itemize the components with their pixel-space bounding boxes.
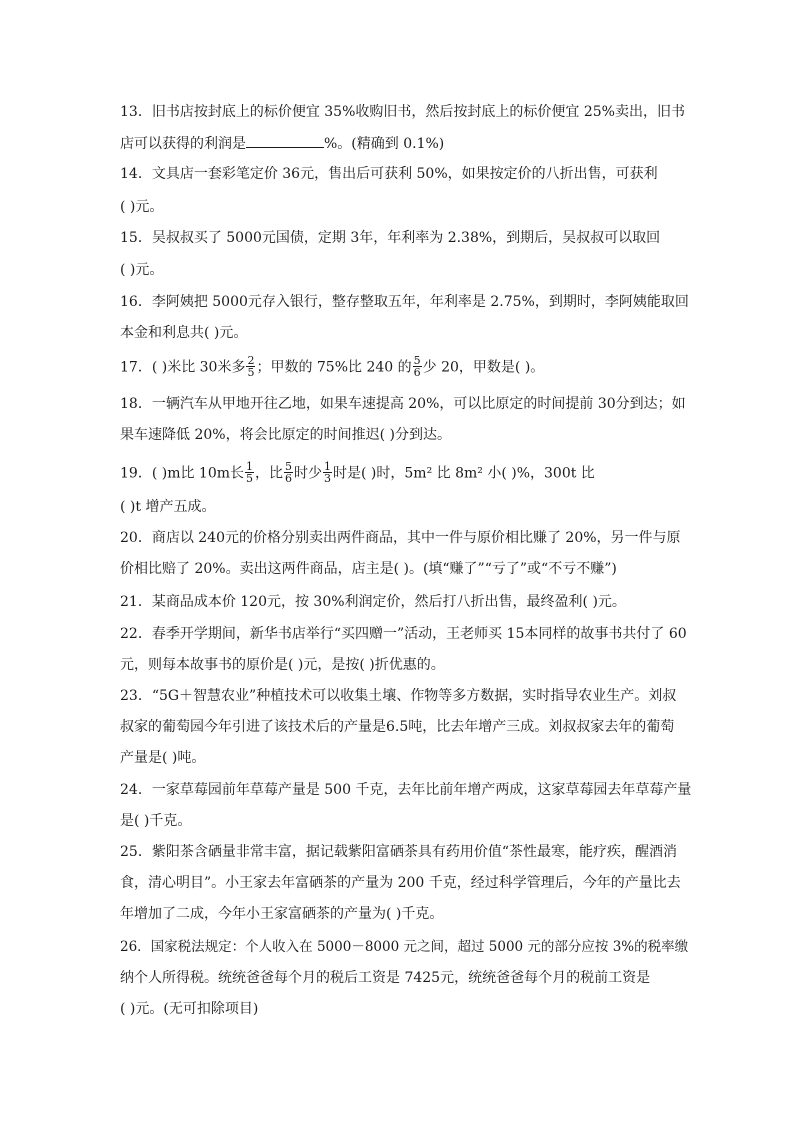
q17-text-3: 少 20，甲数是( )。 (422, 359, 545, 376)
q24-line-2[interactable]: 是( )千克。 (120, 813, 192, 829)
q13-text-b: %。(精确到 0.1%) (324, 136, 445, 152)
q13-line-2 (120, 133, 444, 154)
q22-line-2[interactable]: 元，则每本故事书的原价是( )元，是按( )折优惠的。 (120, 657, 445, 673)
q16-line-1: 16．李阿姨把 5000元存入银行，整存整取五年，年利率是 2.75%，到期时，李阿姨能取回 (120, 294, 689, 310)
q13-line-1: 13．旧书店按封底上的标价便宜 35%收购旧书，然后按封底上的标价便宜 25%卖出，旧书 (120, 104, 685, 120)
q19-text-2: ，比 (255, 465, 284, 482)
q17-text-1: 17．( )米比 30米多 (120, 359, 246, 376)
q17-fraction-2: $\frac{5}{6}$ (413, 354, 421, 379)
q23-line-3[interactable]: 产量是( )吨。 (120, 750, 206, 766)
q19-fraction-3: $\frac{1}{3}$ (324, 460, 332, 485)
q14-line-1: 14．文具店一套彩笔定价 36元，售出后可获利 50%，如果按定价的八折出售，可获利 (120, 166, 658, 182)
q25-line-1: 25．紫阳茶含硒量非常丰富，据记载紫阳富硒茶具有药用价值“茶性最寒，能疗疾，醒酒消 (120, 844, 677, 860)
q19-text-4: 时是( )时，5m² 比 8m² 小( )%，300t 比 (333, 465, 595, 482)
q15-line-1: 15．吴叔叔买了 5000元国债，定期 3年，年利率为 2.38%，到期后，吴叔叔可以取回 (120, 230, 661, 246)
q26-line-1: 26．国家税法规定：个人收入在 5000－8000 元之间，超过 5000 元的部分应按 3%的税率缴 (120, 939, 689, 955)
q23-line-1: 23．“5G＋智慧农业”种植技术可以收集土壤、作物等多方数据，实时指导农业生产。刘叔 (120, 688, 677, 704)
q19-fraction-1: $\frac{1}{5}$ (246, 460, 254, 485)
q26-line-2: 纳个人所得税。统统爸爸每个月的税后工资是 7425元，统统爸爸每个月的税前工资是 (120, 970, 651, 986)
q17-text-2: ；甲数的 75%比 240 的 (256, 359, 412, 376)
q25-line-3[interactable]: 年增加了二成，今年小王家富硒茶的产量为( )千克。 (120, 906, 444, 922)
q17-line[interactable] (120, 356, 544, 379)
q22-line-1: 22．春季开学期间，新华书店举行“买四赠一”活动，王老师买 15本同样的故事书共付了 60 (120, 626, 687, 642)
q17-fraction-1: $\frac{2}{5}$ (247, 354, 255, 379)
q19-fraction-2: $\frac{5}{6}$ (285, 460, 293, 485)
q23-line-2: 叔家的葡萄园今年引进了该技术后的产量是6.5吨，比去年增产三成。刘叔叔家去年的葡萄 (120, 719, 675, 735)
q19-text-1: 19．( )m比 10m长 (120, 465, 245, 482)
q14-line-2[interactable]: ( )元。 (120, 199, 164, 215)
q13-answer-blank[interactable] (246, 133, 324, 148)
q24-line-1: 24．一家草莓园前年草莓产量是 500 千克，去年比前年增产两成，这家草莓园去年草莓产量 (120, 782, 692, 798)
q19-line-1[interactable] (120, 462, 595, 485)
q20-line-1: 20．商店以 240元的价格分别卖出两件商品，其中一件与原价相比赚了 20%，另一件与原 (120, 530, 681, 546)
q16-line-2[interactable]: 本金和利息共( )元。 (120, 325, 248, 341)
q15-line-2[interactable]: ( )元。 (120, 262, 164, 278)
q26-line-3[interactable]: ( )元。(无可扣除项目) (120, 1001, 259, 1017)
q13-text-a: 店可以获得的利润是 (120, 136, 246, 152)
q20-line-2[interactable]: 价相比赔了 20%。卖出这两件商品，店主是( )。(填“赚了”“亏了”或“不亏不赚”) (120, 561, 617, 577)
q18-line-2[interactable]: 果车速降低 20%，将会比原定的时间推迟( )分到达。 (120, 427, 451, 443)
q19-text-3: 时少 (294, 465, 323, 482)
q18-line-1: 18．一辆汽车从甲地开往乙地，如果车速提高 20%，可以比原定的时间提前 30分到达；如 (120, 396, 686, 412)
q21-line-1[interactable]: 21．某商品成本价 120元，按 30%利润定价，然后打八折出售，最终盈利( )元。 (120, 594, 626, 610)
q19-line-2[interactable]: ( )t 增产五成。 (120, 499, 216, 515)
q25-line-2: 食，清心明目”。小王家去年富硒茶的产量为 200 千克，经过科学管理后，今年的产量比去 (120, 875, 681, 891)
